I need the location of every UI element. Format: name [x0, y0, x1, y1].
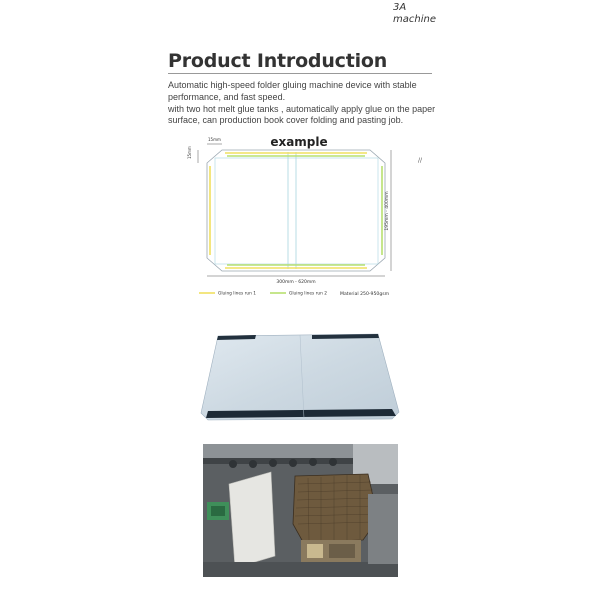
corner-height-label: 15mm — [187, 146, 192, 159]
folded-cover-sample-image — [196, 330, 404, 422]
material-label: Material 250-950gsm — [340, 292, 390, 297]
page-title: Product Introduction — [168, 50, 388, 72]
brand-label — [393, 2, 443, 26]
legend-run2-label: Gluing lines run 2 — [289, 291, 327, 297]
brand-line-2: machine — [393, 14, 436, 25]
width-dimension-label: 300mm - 620mm — [276, 280, 316, 285]
description-line-2: with two hot melt glue tanks , automatically apply glue on the paper surface, can production book cover folding and pasting job. — [168, 103, 436, 126]
title-divider — [168, 73, 432, 74]
brand-line-1: 3A — [393, 2, 407, 13]
glue-tank — [293, 474, 378, 542]
machine-paper-plate — [229, 472, 275, 568]
diagram-tick-marks: // — [418, 157, 423, 164]
sample-sheet — [201, 334, 399, 420]
gluing-machine-image — [203, 444, 398, 577]
machine-base — [203, 562, 398, 577]
diagram-example-label: example — [270, 135, 328, 149]
cover-diagram — [185, 133, 445, 303]
legend-run1-label: Gluing lines run 1 — [218, 291, 256, 297]
description-line-1: Automatic high-speed folder gluing machine device with stable performance, and fast speed. — [168, 80, 417, 102]
cover-diagram-svg — [185, 133, 445, 303]
corner-width-label: 15mm — [208, 137, 221, 142]
height-dimension-label: 195mm - 400mm — [385, 191, 390, 231]
product-description — [168, 80, 440, 127]
